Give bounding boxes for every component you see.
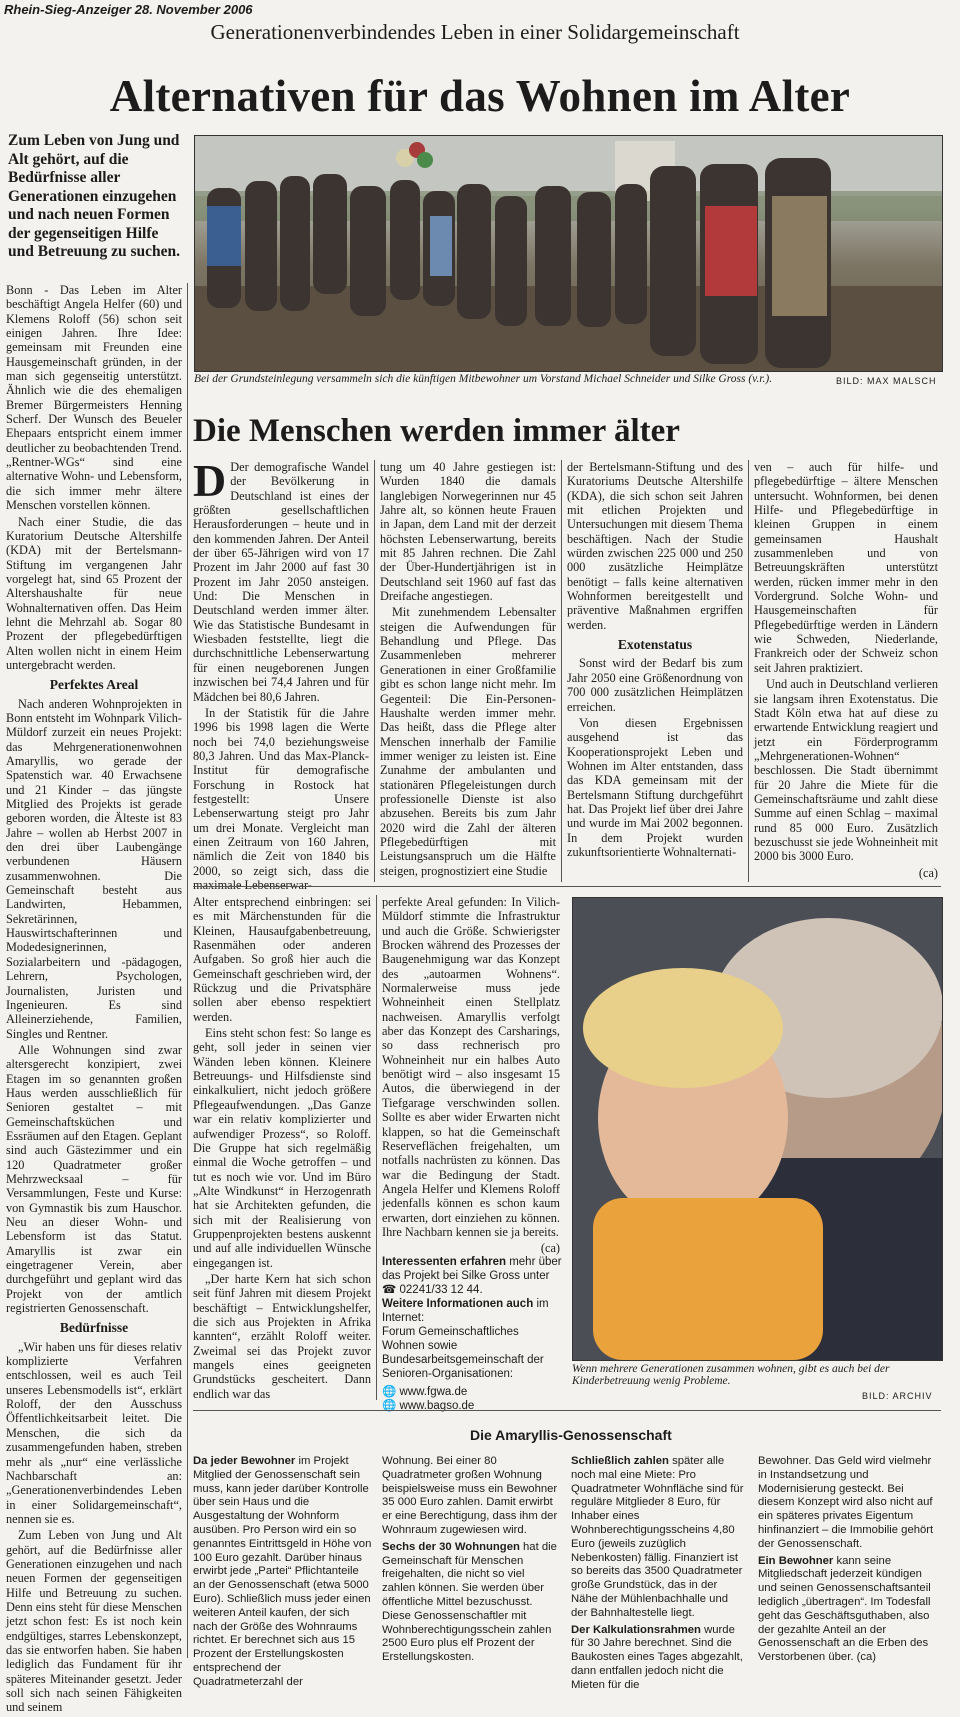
lower-a3: „Der harte Kern hat sich schon seit fünf Jahren mit diesem Projekt beschäftigt – Entwicklungshelfer, die sich aus Projekten in Afrika kannten“, erzählt Roloff weiter. Zweimal sei das Projekt zuvor mangels eines geeigneten Grundstücks gescheitert. Dann endlich war das: [193, 1271, 371, 1401]
mid-signature: (ca): [918, 865, 938, 880]
kicker: Generationenverbindendes Leben in einer Solidargemeinschaft: [210, 20, 740, 44]
link-fgwa[interactable]: www.fgwa.de: [399, 1386, 468, 1398]
mid-c2b: Mit zunehmendem Lebensalter steigen die Aufwendungen für Behandlung und Pflege. Das Zusammenleben mehrerer Generationen in einer Großfamilie gibt es schon lange nicht mehr. Im Gegenteil: Die Ein-Personen-Haushalte werden immer mehr. Das heißt, dass die Pflege alter Menschen innerhalb der Familie immer weniger zu leisten ist. Eine Zunahme der ambulanten und stationären Pflegeleistungen durch professionelle Dienste ist also abzusehen. Bereits bis zum Jahr 2020 wird die Zahl der älteren Pflegebedürftigen mit Leistungsanspruch um die Hälfte steigen, prognostiziert eine Studie: [380, 605, 556, 878]
globe-icon: 🌐: [382, 1400, 397, 1412]
mid-c4: ven – auch für hilfe- und pflegebedürftige – ältere Menschen untersucht. Wohnformen, bei denen Hilfe- und Pflegebedürftige in kleinen Gruppen in einem gemeinsamen Haushalt zusammenleben und von Betreuungskräften unterstützt werden, rücken immer mehr in den Vordergrund. Solche Wohn- und Hausgemeinschaften für Pflegebedürftige werden in Ländern wie Schweden, Niederlande, Frankreich oder der Schweiz schon seit Jahren praktiziert.: [754, 460, 938, 675]
subhead-beduerfnisse: Bedürfnisse: [59, 1320, 129, 1336]
mid-c1b: In der Statistik für die Jahre 1996 bis 1998 lagen die Werte noch bei 74,0 beziehungsweise 80,3 Jahren. Und das Max-Planck-Institut für demografische Forschung in Rostock hat festgestellt: Unsere Lebenserwartung steigt pro Jahr um drei Monate. Vergleicht man einen Zeitraum von 160 Jahren, nämlich die Zeit von 1840 bis 2000, so zeigt sich, dass die maximale Lebenserwar-: [193, 705, 369, 892]
mid-c3b: Sonst wird der Bedarf bis zum Jahr 2050 eine Größenordnung von 700 000 zusätzlichen Heimplätzen erreichen.: [567, 656, 743, 714]
globe-icon: 🌐: [382, 1386, 397, 1398]
left-p4: Alle Wohnungen sind zwar altersgerecht konzipiert, zwei Etagen im so genannten großen Haus werden ausschließlich für Senioren gestaltet – mit Gemeinschaftsküchen und Essräumen auf den Etagen. Geplant sind auch Gästezimmer und ein 120 Quadratmeter großer Mehrzwecksaal – für Versammlungen, Feste und Kurse: von Gymnastik bis zum Hauschor. Neu an dieser Wohn- und Lebensform ist das Statut. Amaryllis ist zwar ein eingetragener Verein, aber durchgeführt und geplant wird das Projekt von der amtlich registrierten Genossenschaft.: [6, 1042, 182, 1316]
photo-generations: [572, 897, 943, 1361]
lower-a2: Eins steht schon fest: So lange es geht, soll jeder in seinen vier Wänden leben können. Kleinere Betreuungs- und Hilfsdienste sind einkalkuliert, nicht jedoch größere Pflegeaufwendungen. „Das Ganze war ein relativ komplizierter und aufwendiger Prozess“, so Roloff. Die Gruppe hat sich regelmäßig einmal die Woche getroffen – und tut es noch wie vor. Und im Büro „Alte Windkunst“ in Herzogenrath hat sie Architekten gefunden, die sich mit der Realisierung von Gruppenprojekten bestens auskennt und auf alle individuellen Wünsche eingegangen ist.: [193, 1026, 371, 1270]
box-column-3: [571, 1455, 747, 1696]
info1-phone: ☎ 02241/33 12 44.: [382, 1284, 483, 1296]
info2-label: Weitere Informationen auch: [382, 1298, 534, 1310]
info1-label: Interessenten erfahren: [382, 1256, 506, 1268]
left-p1: Bonn - Das Leben im Alter beschäftigt Angela Helfer (60) und Klemens Roloff (56) schon seit einigen Jahren. Ihre Idee: gemeinsam mit Freunden eine Hausgemeinschaft gründen, in der man sich gegenseitig unterstützt. Ähnlich wie die des ehemaligen Bremer Bürgermeisters Henning Scherf. Der Wunsch des Beueler Ehepaars entspricht einem immer deutlicher zu beobachtenden Trend. „Rentner-WGs“ sind eine alternative Wohn- und Lebensform, die sich immer mehr ältere Menschen vorstellen können.: [6, 283, 182, 513]
info-box: [382, 1255, 562, 1413]
box-c3-p2: Der Kalkulationsrahmen wurde für 30 Jahre berechnet. Sind die Baukosten eines Tages abgezahlt, dann entfallen jedoch nicht die Mieten für die: [571, 1623, 743, 1691]
box-column-2: [382, 1455, 560, 1668]
divider-b: [561, 460, 562, 882]
mid-column-4: [754, 460, 938, 880]
box-title: Die Amaryllis-Genossenschaft: [470, 1427, 672, 1443]
column-divider: [187, 283, 188, 1658]
newspaper-source: Rhein-Sieg-Anzeiger 28. November 2006: [4, 2, 253, 17]
lower-b1: perfekte Areal gefunden: In Vilich-Müldorf stimmte die Infrastruktur und auch die Größe. Schwierigster Brocken während des Prozesses der Baugenehmigung war das Konzept des „autoarmen Wohnens“. Normalerweise muss jede Wohneinheit einen Stellplatz nachweisen. Amaryllis verfolgt aber das Konzept des Carsharings, so dass rechnerisch pro Wohneinheit nur ein halbes Auto benötigt wird – also insgesamt 15 Autos, die überwiegend in der Tiefgarage verschwinden sollen. Sollte es aber wider Erwarten nicht klappen, so hat die Gemeinschaft Reserveflächen freigehalten, um notfalls nachrüsten zu können. Das war die Bedingung der Stadt. Angela Helfer und Klemens Roloff jedenfalls können es schon kaum erwarten, dort einziehen zu können. Ihre Nachbarn kennen sie ja bereits.: [382, 895, 560, 1239]
divider-c: [748, 460, 749, 882]
subheadline: Die Menschen werden immer älter: [193, 413, 680, 449]
box-c3-p1: Schließlich zahlen später alle noch mal eine Miete: Pro Quadratmeter Wohnfläche sind für reguläre Mitglieder 8 Euro, für Inhaber eines Wohnberechtigungsscheins 4,80 Euro (jeweils zuzüglich Nebenkosten) fällig. Finanziert ist so bereits das 3500 Quadratmeter große Grundstück, das in der Nähe der Mühlenbachhalle und der Bahnhaltestelle liegt.: [571, 1455, 744, 1619]
mid-column-1: [193, 455, 369, 894]
link-bagso[interactable]: www.bagso.de: [399, 1400, 475, 1412]
divider-a: [374, 460, 375, 882]
mid-c4b: Und auch in Deutschland verlieren sie langsam ihren Exotenstatus. Die Stadt Köln etwa hat auf diese zu erwartende Entwicklung reagiert und jetzt ein Förderprogramm „Mehrgenerationen-Wohnen“ beschlossen. Die Stadt übernimmt für 20 Jahre die Miete für die Gemeinschaftsräume und zahlt diese Summe auf einen Schlag – maximal rund 85 000 Euro. Zusätzlich bezuschusst sie jede Wohneinheit mit 2000 bis 3000 Euro.: [754, 677, 938, 864]
lower-signature: (ca): [540, 1241, 560, 1256]
teaser: Zum Leben von Jung und Alt gehört, auf die Bedürfnisse aller Generationen einzugehen und nach neuen Formen der gegenseitigen Hilfe und Betreuung zu suchen.: [8, 132, 180, 260]
subhead-perfektes-areal: Perfektes Areal: [49, 677, 139, 693]
box-c4-p1: Bewohner. Das Geld wird vielmehr in Instandsetzung und Modernisierung gesteckt. Bei diesem Konzept wird also nicht auf ein späteres privates Eigentum hinfinanziert – die Immobilie gehört der Genossenschaft.: [758, 1455, 934, 1550]
lower-column-b: [382, 895, 560, 1256]
box-c4-p2: Ein Bewohner kann seine Mitgliedschaft jederzeit kündigen und seinen Genossenschaftsanteil lediglich „übertragen“. Im Todesfall geht das Geschäftsguthaben, also der gezahlte Anteil an der Genossenschaft an die Erben des Verstorbenen über. (ca): [758, 1554, 931, 1664]
divider-d: [376, 895, 377, 1400]
box-c2-p2: Sechs der 30 Wohnungen hat die Gemeinschaft für Menschen freigehalten, die nicht so viel zahlen können. Sie werden über öffentliche Mittel bezuschusst. Diese Genossenschaftler mit Wohnberechtigungsschein zahlen 2500 Euro plus elf Prozent der Erstellungskosten.: [382, 1540, 557, 1664]
info2-org: Forum Gemeinschaftliches Wohnen sowie Bundesarbeitsgemeinschaft der Senioren-Organisationen:: [382, 1326, 544, 1380]
left-p6: Zum Leben von Jung und Alt gehört, auf die Bedürfnisse aller Generationen einzugehen und nach neuen Formen der gegenseitigen Hilfe und Betreuung zu suchen. Denn eins steht für diese Menschen jetzt schon fest: Es ist noch kein endgültiges, starres Lebenskonzept, das sie entworfen haben. Sie haben lediglich das Fundament für ihr späteres Miteinander gesetzt. Jeder soll sich nach seinen Fähigkeiten und seinem: [6, 1528, 182, 1715]
box-rule: [193, 1410, 941, 1411]
photo2-credit: BILD: ARCHIV: [862, 1391, 933, 1401]
subhead-exotenstatus: Exotenstatus: [617, 637, 693, 653]
box-column-4: [758, 1455, 940, 1668]
mid-column-3: [567, 460, 743, 861]
photo-generations-illustration: [573, 898, 942, 1360]
mid-c3c: Von diesen Ergebnissen ausgehend ist das Kooperationsprojekt Leben und Wohnen im Alter entstanden, dass das KDA gemeinsam mit der Bertelsmann Stiftung durchgeführt hat. Das Projekt lief über drei Jahre und wurde im Mai 2002 begonnen. In dem Projekt wurden zukunftsorientierte Wohnalternati-: [567, 715, 743, 859]
mid-c3: der Bertelsmann-Stiftung und des Kuratoriums Deutsche Altershilfe (KDA), die sich schon seit Jahren mit etlichen Projekten und Untersuchungen mit diesem Thema beschäftigen. Nach der Studie würden zwischen 225 000 und 250 000 zusätzliche Heimplätze benötigt – falls keine alternativen Wohnformen bereitgestellt und präventive Maßnahmen ergriffen werden.: [567, 460, 743, 632]
info1-text: mehr über das Projekt bei Silke Gross unter: [382, 1256, 562, 1282]
photo-groundbreaking: [194, 135, 943, 372]
photo-groundbreaking-illustration: [195, 136, 942, 371]
mid-c1: Der demografische Wandel der Bevölkerung in Deutschland ist eines der größten gesellschaftlichen Herausforderungen – heute und in den kommenden Jahren. Der Anteil der über 65-Jährigen wird von 17 Prozent im Jahr 2000 auf fast 30 Prozent im Jahr 2050 ansteigen. Und: Die Menschen in Deutschland werden immer älter. Wie das Statistische Bundesamt in Wiesbaden feststellte, liegt die durchschnittliche Lebenserwartung für einen neugeborenen Jungen inzwischen bei 74,4 Jahren und für Mädchen bei 80,6 Jahren.: [193, 460, 369, 704]
mid-c2: tung um 40 Jahre gestiegen ist: Wurden 1840 die damals langlebigen Norwegerinnen nur 45 Jahre alt, so können heute Frauen in Japan, dem Land mit der derzeit höchsten Lebenserwartung, bereits mit 85 Jahren rechnen. Die Zahl der Über-Hundertjährigen ist in Deutschland seit 1960 auf fast das Dreifache angestiegen.: [380, 460, 556, 604]
info2-text: im Internet:: [382, 1298, 549, 1324]
left-p5: „Wir haben uns für dieses relativ komplizierte Verfahren entschlossen, weil es auch Teil unseres Lebensmodells ist“, erklärt Roloff, der den Ausschuss Öffentlichkeitsarbeit leitet. Die Menschen, die sich da zusammengefunden haben, streben mehr als „nur“ eine verlässliche Nachbarschaft an: „Generationenverbindendes Leben in einer Solidargemeinschaft“, nennen sie es.: [6, 1339, 182, 1526]
left-p2: Nach einer Studie, die das Kuratorium Deutsche Altershilfe (KDA) mit der Bertelsmann-Stiftung im vergangenen Jahr vorgelegt hat, sind 65 Prozent der Altershaushalte für neue Wohnalternativen offen. Das Heim lehnt die Mehrzahl ab. Sogar 80 Prozent der pflegebedürftigen Alten wollen nicht in einem Heim untergebracht werden.: [6, 514, 182, 672]
headline: Alternativen für das Wohnen im Alter: [109, 71, 851, 121]
lower-column-a: [193, 895, 371, 1403]
box-c2-p1: Wohnung. Bei einer 80 Quadratmeter großen Wohnung beispielsweise muss ein Bewohner 35 000 Euro zahlen. Damit erwirbt er eine Berechtigung, dass ihm der Wohnraum zugewiesen wird.: [382, 1455, 558, 1536]
mid-column-2: [380, 460, 556, 880]
box-c1-p1: Da jeder Bewohner im Projekt Mitglied der Genossenschaft sein muss, kann jeder darüber Kontrolle über sein Haus und die Ausgestaltung der Wohnform ausüben. Pro Person wird ein so genanntes Eintrittsgeld in Höhe von 100 Euro gezahlt. Darüber hinaus erwirbt jede „Partei“ Pflichtanteile an der Genossenschaft (etwa 5000 Euro). Schließlich muss jeder einen weiteren Anteil kaufen, der sich nach der Größe des Wohnraums richtet. Er berechnet sich aus 15 Prozent der Erstellungskosten entsprechend der Quadratmeterzahl der: [193, 1455, 372, 1688]
drop-cap-d: D: [193, 455, 227, 506]
photo1-credit: BILD: MAX MALSCH: [836, 376, 937, 386]
photo1-caption: Bei der Grundsteinlegung versammeln sich die künftigen Mitbewohner um Vorstand Michael Schneider und Silke Gross (v.r.).: [194, 373, 773, 385]
left-column: [6, 283, 182, 1717]
left-p3: Nach anderen Wohnprojekten in Bonn entsteht im Wohnpark Vilich-Müldorf zurzeit ein neues Projekt: das Mehrgenerationenwohnen Amaryllis, wo gerade der Spatenstich war. 40 Erwachsene und 21 Kinder – das jüngste Mitglied des Projekts ist gerade geboren worden, die Älteste ist 83 Jahre – wollen ab Herbst 2007 in den drei über Laubengänge verbundenen Häusern zusammenwohnen. Die Gemeinschaft besteht aus Landwirten, Hebammen, Sekretärinnen, Hauswirtschafterinnen und Modedesignerinnen, Sozialarbeitern und -pädagogen, Lehrern, Psychologen, Journalisten, Juristen und Ingenieuren. Es sind Alleinerziehende, Familien, Singles und Rentner.: [6, 696, 182, 1041]
box-column-1: [193, 1455, 373, 1693]
lower-a1: Alter entsprechend einbringen: sei es mit Märchenstunden für die Kleinen, Hausaufgabenbetreuung, Rasenmähen oder anderen Aufgaben. So groß hier auch die Gemeinschaft geschrieben wird, der Rückzug und die Privatsphäre sollen aber ebenso respektiert werden.: [193, 895, 371, 1024]
divider-horizontal: [193, 886, 941, 887]
photo2-caption: Wenn mehrere Generationen zusammen wohnen, gibt es auch bei der Kinderbetreuung wenig Probleme.: [572, 1363, 890, 1387]
